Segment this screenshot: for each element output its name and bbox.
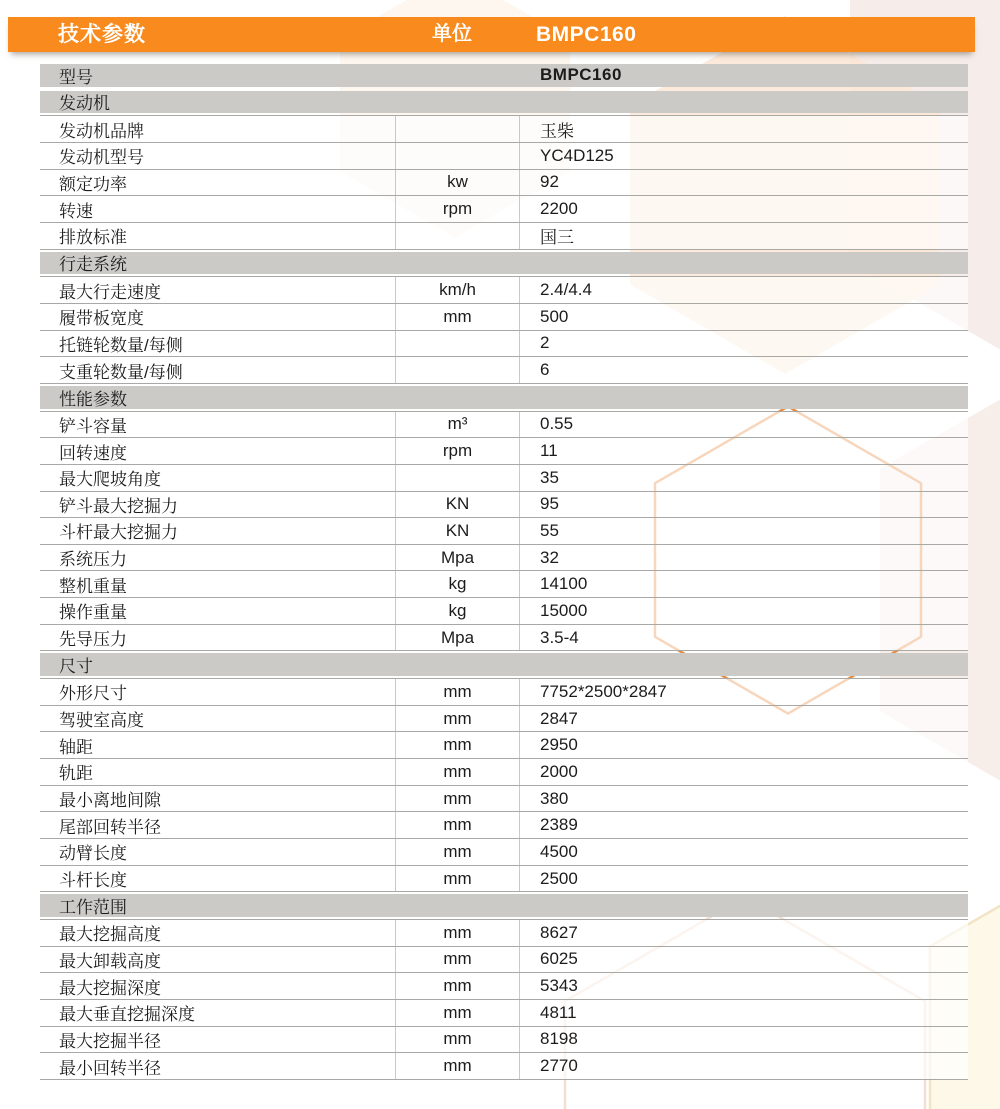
- spec-value: 4811: [540, 1002, 577, 1022]
- spec-label: 履带板宽度: [59, 309, 144, 329]
- spec-label: 最大行走速度: [59, 282, 161, 302]
- spec-unit: kg: [395, 571, 520, 597]
- spec-label: 铲斗容量: [59, 416, 127, 436]
- spec-label: 发动机型号: [59, 148, 144, 168]
- spec-unit: mm: [395, 1053, 520, 1079]
- spec-value: YC4D125: [540, 145, 614, 165]
- spec-unit: mm: [395, 679, 520, 705]
- spec-row: [40, 1027, 968, 1054]
- spec-label: 操作重量: [59, 603, 127, 623]
- spec-row: [40, 545, 968, 572]
- section-rows: [40, 411, 968, 652]
- spec-unit: mm: [395, 732, 520, 758]
- spec-value: 32: [540, 547, 559, 567]
- spec-label: 最大卸载高度: [59, 951, 161, 971]
- spec-label: 最大垂直挖掘深度: [59, 1005, 195, 1025]
- spec-value: 2.4/4.4: [540, 280, 592, 300]
- spec-row: [40, 304, 968, 331]
- spec-row: [40, 1053, 968, 1080]
- spec-label: 托链轮数量/每侧: [59, 335, 183, 355]
- spec-row: [40, 625, 968, 652]
- spec-row: [40, 947, 968, 974]
- spec-section: [40, 892, 968, 1080]
- page-title: 技术参数: [58, 23, 146, 46]
- section-rows: [40, 276, 968, 384]
- spec-unit: [395, 465, 520, 491]
- spec-value: 2000: [540, 761, 578, 781]
- spec-value: 2: [540, 333, 550, 353]
- spec-value: 玉柴: [540, 121, 574, 141]
- section-title: 行走系统: [59, 255, 127, 275]
- spec-label: 尾部回转半径: [59, 817, 161, 837]
- spec-label: 外形尺寸: [59, 684, 127, 704]
- spec-label: 排放标准: [59, 228, 127, 248]
- spec-label: 轨距: [59, 764, 93, 784]
- spec-section: [40, 384, 968, 652]
- spec-row: [40, 412, 968, 439]
- spec-label: 斗杆长度: [59, 871, 127, 891]
- spec-value: 2389: [540, 815, 578, 835]
- model-row-unit: [395, 64, 520, 87]
- spec-value: 5343: [540, 976, 578, 996]
- section-header-row: [40, 89, 968, 116]
- spec-value: 2200: [540, 199, 578, 219]
- spec-row: [40, 598, 968, 625]
- spec-table: [40, 62, 968, 1080]
- spec-value: 92: [540, 172, 559, 192]
- spec-value: 2847: [540, 708, 578, 728]
- spec-unit: mm: [395, 812, 520, 838]
- spec-unit: mm: [395, 1000, 520, 1026]
- unit-column-header: 单位: [432, 23, 472, 45]
- spec-label: 驾驶室高度: [59, 711, 144, 731]
- spec-value: 500: [540, 306, 569, 326]
- spec-value: 7752*2500*2847: [540, 681, 667, 701]
- section-title: 工作范围: [59, 898, 127, 918]
- spec-row: [40, 679, 968, 706]
- spec-unit: mm: [395, 786, 520, 812]
- spec-row: [40, 839, 968, 866]
- spec-row: [40, 438, 968, 465]
- spec-label: 最大挖掘高度: [59, 925, 161, 945]
- spec-value: 380: [540, 788, 569, 808]
- spec-row: [40, 732, 968, 759]
- spec-row: [40, 518, 968, 545]
- spec-section: [40, 651, 968, 892]
- spec-unit: rpm: [395, 438, 520, 464]
- spec-unit: mm: [395, 973, 520, 999]
- spec-value: 11: [540, 441, 558, 461]
- spec-row: [40, 786, 968, 813]
- spec-value: 国三: [540, 228, 574, 248]
- spec-label: 动臂长度: [59, 844, 127, 864]
- spec-label: 额定功率: [59, 174, 127, 194]
- spec-unit: mm: [395, 947, 520, 973]
- spec-label: 最小回转半径: [59, 1058, 161, 1078]
- section-title: 尺寸: [59, 657, 93, 677]
- spec-value: 8198: [540, 1029, 578, 1049]
- spec-unit: mm: [395, 759, 520, 785]
- spec-row: [40, 196, 968, 223]
- spec-unit: [395, 116, 520, 142]
- section-rows: [40, 678, 968, 892]
- spec-value: 2770: [540, 1056, 578, 1076]
- spec-label: 最大挖掘半径: [59, 1031, 161, 1051]
- spec-sections: [40, 89, 968, 1080]
- section-header-row: [40, 384, 968, 411]
- spec-unit: mm: [395, 1027, 520, 1053]
- spec-value: 8627: [540, 922, 578, 942]
- model-row-value: BMPC160: [540, 65, 622, 85]
- spec-value: 35: [540, 467, 559, 487]
- spec-label: 斗杆最大挖掘力: [59, 523, 178, 543]
- spec-unit: mm: [395, 920, 520, 946]
- spec-value: 2950: [540, 735, 578, 755]
- spec-row: [40, 973, 968, 1000]
- section-title: 发动机: [59, 94, 110, 114]
- spec-label: 回转速度: [59, 443, 127, 463]
- section-rows: [40, 115, 968, 249]
- spec-label: 轴距: [59, 737, 93, 757]
- spec-row: [40, 357, 968, 384]
- spec-row: [40, 223, 968, 250]
- table-title-bar: [8, 17, 975, 52]
- spec-value: 6025: [540, 949, 578, 969]
- spec-unit: mm: [395, 839, 520, 865]
- spec-unit: [395, 143, 520, 169]
- spec-row: [40, 465, 968, 492]
- spec-unit: KN: [395, 518, 520, 544]
- spec-row: [40, 759, 968, 786]
- section-header-row: [40, 651, 968, 678]
- spec-unit: mm: [395, 706, 520, 732]
- spec-label: 最大挖掘深度: [59, 978, 161, 998]
- section-title: 性能参数: [59, 389, 127, 409]
- spec-label: 整机重量: [59, 576, 127, 596]
- model-column-header: BMPC160: [536, 23, 637, 46]
- spec-value: 0.55: [540, 414, 574, 434]
- spec-label: 先导压力: [59, 630, 127, 650]
- spec-unit: [395, 223, 520, 249]
- spec-unit: kw: [395, 170, 520, 196]
- section-header-row: [40, 892, 968, 919]
- spec-value: 15000: [540, 600, 588, 620]
- spec-label: 铲斗最大挖掘力: [59, 496, 178, 516]
- spec-unit: rpm: [395, 196, 520, 222]
- spec-value: 14100: [540, 574, 588, 594]
- spec-row: [40, 812, 968, 839]
- spec-value: 4500: [540, 841, 578, 861]
- spec-row: [40, 277, 968, 304]
- spec-unit: Mpa: [395, 545, 520, 571]
- spec-section: [40, 250, 968, 384]
- spec-label: 支重轮数量/每侧: [59, 362, 183, 382]
- spec-section: [40, 89, 968, 250]
- spec-row: [40, 920, 968, 947]
- spec-unit: [395, 357, 520, 383]
- spec-unit: km/h: [395, 277, 520, 303]
- spec-label: 最大爬坡角度: [59, 470, 161, 490]
- spec-row: [40, 170, 968, 197]
- spec-value: 95: [540, 494, 559, 514]
- spec-unit: Mpa: [395, 625, 520, 651]
- spec-row: [40, 706, 968, 733]
- spec-row: [40, 1000, 968, 1027]
- spec-row: [40, 116, 968, 143]
- model-row: [40, 62, 968, 89]
- spec-value: 55: [540, 520, 559, 540]
- spec-value: 2500: [540, 868, 578, 888]
- spec-label: 最小离地间隙: [59, 791, 161, 811]
- spec-row: [40, 571, 968, 598]
- spec-unit: m³: [395, 412, 520, 438]
- spec-label: 发动机品牌: [59, 121, 144, 141]
- spec-row: [40, 143, 968, 170]
- spec-label: 系统压力: [59, 550, 127, 570]
- spec-row: [40, 331, 968, 358]
- spec-value: 6: [540, 360, 550, 380]
- spec-unit: mm: [395, 866, 520, 892]
- spec-row: [40, 492, 968, 519]
- model-row-label: 型号: [59, 67, 93, 87]
- section-header-row: [40, 250, 968, 277]
- spec-row: [40, 866, 968, 893]
- spec-unit: kg: [395, 598, 520, 624]
- spec-value: 3.5-4: [540, 627, 579, 647]
- spec-unit: mm: [395, 304, 520, 330]
- spec-unit: [395, 331, 520, 357]
- spec-label: 转速: [59, 201, 93, 221]
- spec-unit: KN: [395, 492, 520, 518]
- section-rows: [40, 919, 968, 1080]
